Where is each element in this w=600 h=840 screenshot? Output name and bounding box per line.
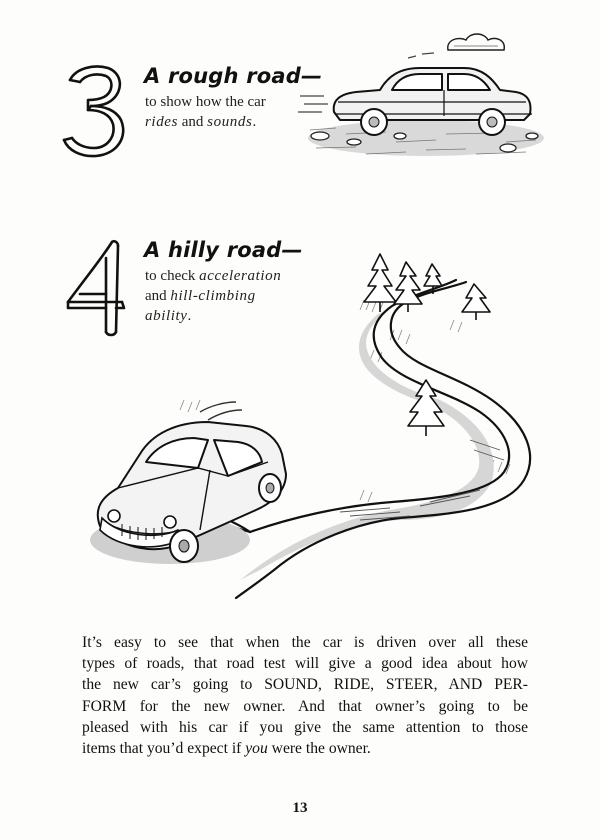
italic-text: acceleration: [199, 268, 282, 284]
text-run: were the owner.: [267, 740, 371, 758]
text-run: and: [178, 114, 208, 130]
paragraph-line: [82, 738, 528, 759]
section-3-title: A rough road—: [144, 64, 323, 88]
description-line: [145, 112, 266, 132]
paragraph-line: [82, 674, 528, 695]
paragraph-line: [82, 653, 528, 674]
numeral-3-icon: [58, 62, 132, 160]
italic-text: sounds: [207, 114, 253, 130]
page-number: 13: [292, 800, 308, 816]
paragraph-line: [82, 696, 528, 717]
paragraph-line: [82, 632, 528, 653]
text-run: FORM for the new owner. And that owner’s going to be: [82, 697, 528, 715]
text-run: and: [145, 288, 171, 304]
section-3-description: [145, 92, 266, 132]
italic-text: rides: [145, 114, 178, 130]
text-run: types of roads, that road test will give a good idea about how: [82, 655, 528, 673]
text-run: .: [187, 308, 192, 324]
text-run: pleased with his car if you give the same attention to those: [82, 718, 528, 736]
section-4-title: A hilly road—: [144, 238, 303, 262]
italic-text: hill-climbing: [170, 288, 256, 304]
text-run: to check: [145, 268, 200, 284]
italic-text: ability: [145, 308, 188, 324]
body-paragraph: [82, 632, 528, 759]
italic-text: you: [245, 740, 268, 758]
text-run: It’s easy to see that when the car is driven over all these: [82, 634, 528, 651]
car-on-winding-hilly-road-illustration: [60, 240, 560, 600]
description-line: [145, 92, 266, 112]
text-run: to show how the car: [145, 94, 266, 110]
car-on-rough-road-illustration: [296, 30, 546, 170]
text-run: the new car’s going to SOUND, RIDE, STEER, AND PER-: [82, 676, 528, 694]
paragraph-line: [82, 717, 528, 738]
text-run: items that you’d expect if: [82, 740, 246, 758]
text-run: .: [252, 114, 257, 130]
